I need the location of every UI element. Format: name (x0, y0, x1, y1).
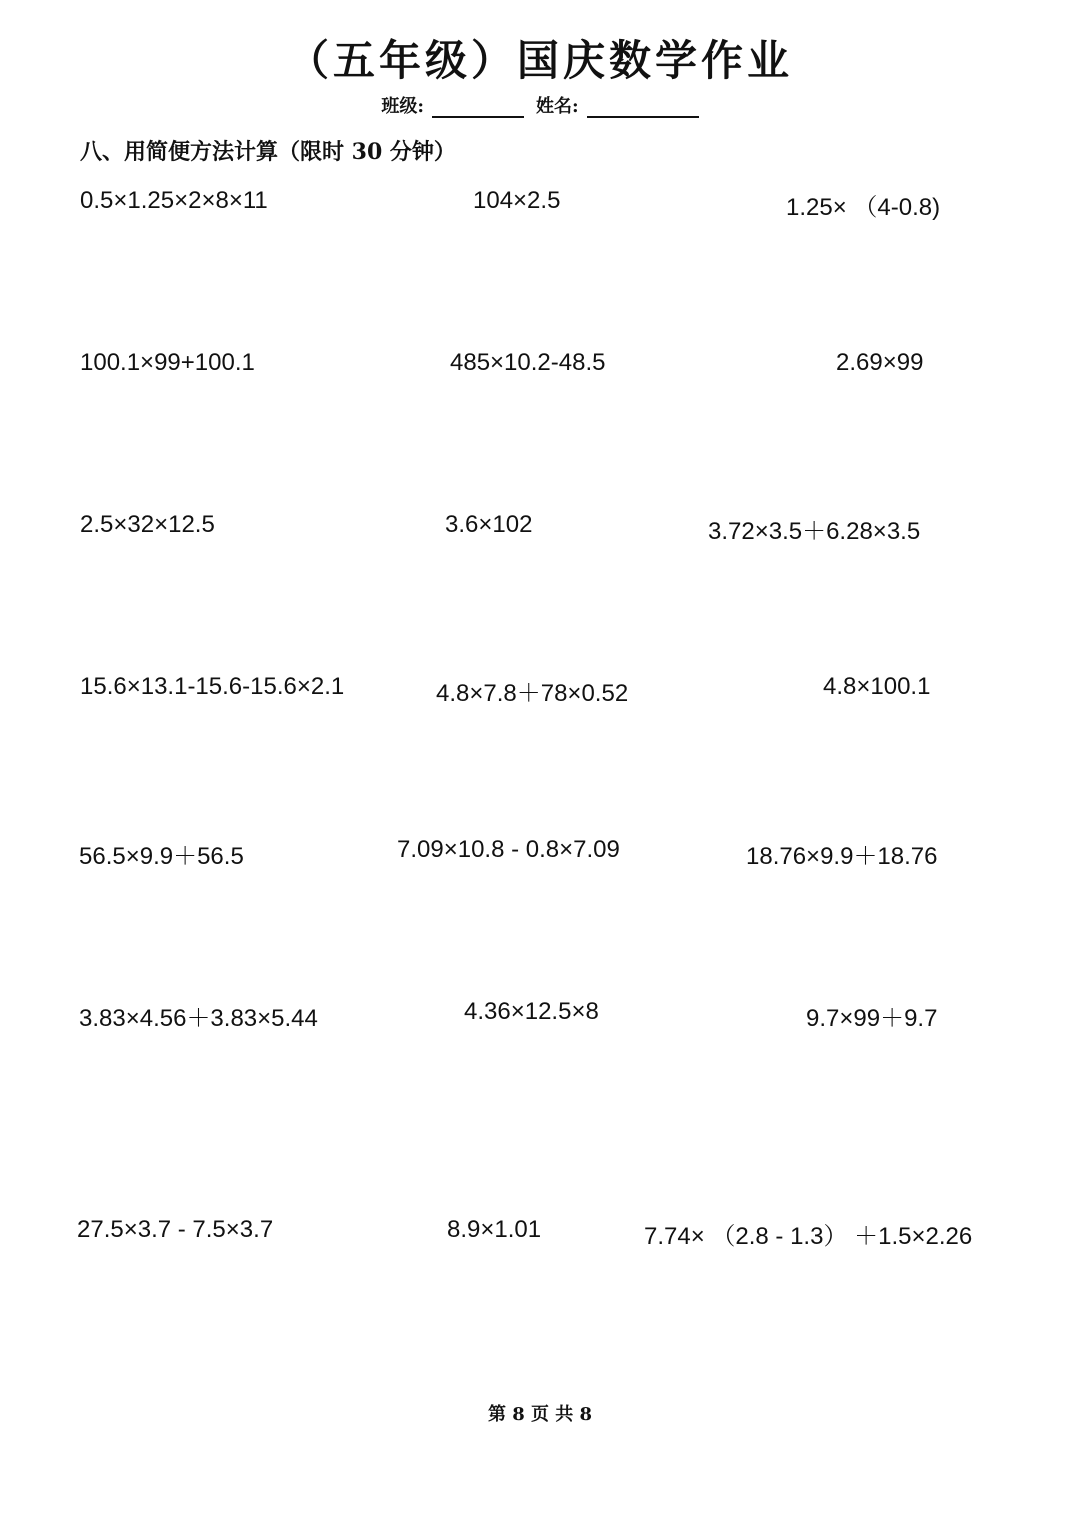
problem-item: 9.7×99＋9.7 (806, 1005, 938, 1032)
class-label: 班级: (381, 96, 424, 117)
problem-item: 1.25× （4-0.8) (786, 194, 941, 221)
section-title: 八、用简便方法计算（限时 30 分钟） (80, 139, 456, 165)
problem-item: 2.5×32×12.5 (80, 511, 215, 538)
name-label: 姓名: (536, 96, 579, 117)
problem-item: 0.5×1.25×2×8×11 (80, 187, 268, 214)
problem-item: 8.9×1.01 (447, 1216, 542, 1243)
student-info (0, 92, 1080, 118)
class-blank-line[interactable] (432, 96, 524, 118)
problem-item: 2.69×99 (836, 349, 924, 376)
problem-item: 485×10.2-48.5 (450, 349, 606, 376)
problem-item: 100.1×99+100.1 (80, 349, 255, 376)
problem-item: 27.5×3.7 - 7.5×3.7 (77, 1216, 274, 1243)
problem-item: 7.09×10.8 - 0.8×7.09 (397, 836, 620, 863)
problem-item: 56.5×9.9＋56.5 (79, 843, 244, 870)
problem-item: 3.6×102 (445, 511, 533, 538)
problem-item: 3.72×3.5＋6.28×3.5 (708, 518, 921, 545)
class-field (381, 92, 524, 118)
problem-item: 7.74× （2.8 - 1.3） ＋1.5×2.26 (644, 1223, 973, 1250)
page-title: （五年级）国庆数学作业 (286, 36, 793, 85)
problem-item: 18.76×9.9＋18.76 (746, 843, 938, 870)
problem-item: 4.8×100.1 (823, 673, 931, 700)
problem-item: 104×2.5 (473, 187, 561, 214)
problem-item: 4.36×12.5×8 (464, 998, 599, 1025)
name-field (536, 92, 699, 118)
problem-item: 3.83×4.56＋3.83×5.44 (79, 1005, 318, 1032)
problem-item: 15.6×13.1-15.6-15.6×2.1 (80, 673, 345, 700)
name-blank-line[interactable] (587, 96, 699, 118)
problem-item: 4.8×7.8＋78×0.52 (436, 680, 629, 707)
page-number-footer: 第 8 页 共 8 (487, 1404, 593, 1425)
